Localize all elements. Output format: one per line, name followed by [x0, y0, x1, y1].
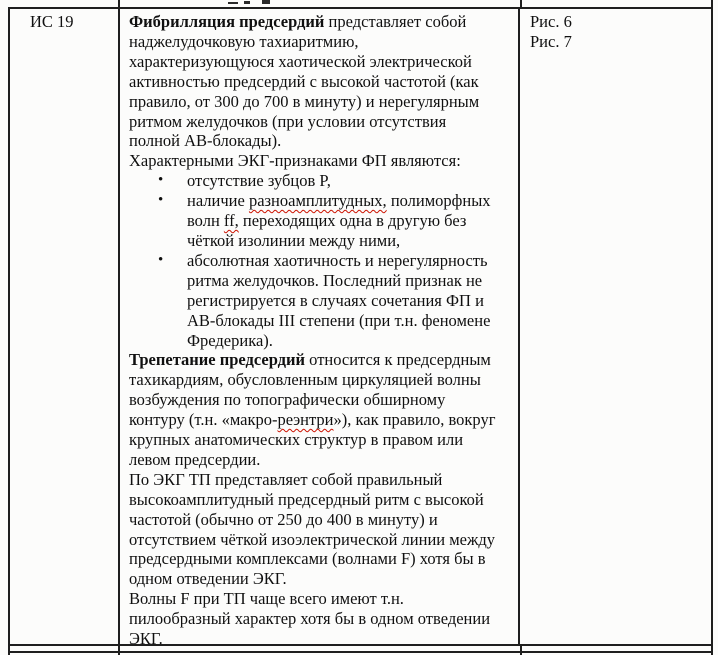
bullet-icon: • [158, 172, 164, 189]
previous-row-text-fragment [244, 1, 250, 4]
previous-row-text-fragment [228, 2, 238, 4]
bullet-icon: • [158, 251, 164, 268]
ecg-signs-list [129, 171, 500, 350]
cell-row-id [10, 9, 120, 644]
cell-description [120, 9, 520, 649]
paragraph-afl-definition [129, 350, 500, 469]
figure-reference: Рис. 6 [530, 12, 572, 31]
previous-row-text-fragment [262, 0, 270, 4]
sign-ff-waves-text: наличие [187, 191, 249, 211]
paragraph-afl-ecg: По ЭКГ ТП представляет собой правильный высокоамплитудный предсердный ритм с высокой частотой (обычно от 250 до 400 в минуту) и отсутствием чёткой изоэлектрической линии между предсердными комплексами (волнами F) хотя бы в одном отведении ЭКГ. [129, 469, 496, 589]
next-row-right-border [711, 646, 713, 655]
table-row [8, 7, 713, 649]
spellcheck-flagged-word: ff, [223, 211, 239, 231]
paragraph-ecg-signs-intro: Характерными ЭКГ-признаками ФП являются: [129, 151, 461, 171]
spellcheck-flagged-word: реэнтри [277, 410, 334, 430]
next-row-top-border [8, 651, 713, 653]
paragraph-f-waves: Волны F при ТП чаще всего имеют т.н. пилообразный характер хотя бы в одном отведении ЭКГ. [129, 589, 491, 649]
paragraph-af-definition [129, 12, 500, 151]
term-atrial-fibrillation: Фибрилляция предсердий [129, 12, 325, 31]
next-row-column-divider-2 [520, 646, 522, 655]
list-item [158, 250, 500, 351]
previous-row-column-divider-1 [118, 0, 120, 7]
afl-definition-text: »), как правило, вокруг крупных анатомических структур в правом или левом предсердии. [129, 410, 496, 469]
sign-no-p-waves: отсутствие зубцов P, [187, 171, 331, 191]
next-row-column-divider-1 [118, 646, 120, 655]
af-definition-text: представляет собой наджелудочковую тахиаритмию, характеризующуюся хаотической электрической активностью предсердий с высокой частотой (как правило, от 300 до 700 в минуту) и нерегулярным ритмом желудочков (при условии отсутствия полной АВ-блокады). [129, 12, 480, 151]
term-atrial-flutter: Трепетание предсердий [129, 350, 306, 370]
sign-ff-waves-text: переходящих одна в другую без чёткой изолинии между ними, [187, 211, 467, 250]
sign-chaotic-rhythm: абсолютная хаотичность и нерегулярность ритма желудочков. Последний признак не регистрируется в случаях сочетания ФП и АВ-блокады III степени (при т.н. феномене Фредерика). [187, 250, 491, 350]
previous-row-right-border [711, 0, 713, 7]
figure-reference: Рис. 7 [530, 31, 572, 51]
cell-figure-references [520, 9, 711, 644]
next-row-left-border [8, 646, 10, 655]
bullet-icon: • [158, 192, 164, 209]
afl-definition-text: относится к предсердным тахикардиям, обусловленным циркуляцией волны возбуждения по топографически обширному контуру (т.н. «макро- [129, 350, 491, 430]
sign-ff-waves-text: полиморфных волн [187, 191, 491, 231]
previous-row-column-divider-2 [520, 0, 522, 7]
list-item [158, 171, 500, 191]
list-item [158, 191, 500, 251]
spellcheck-flagged-word: разноамплитудных, [248, 191, 387, 211]
row-id-label: ИС 19 [30, 12, 74, 31]
